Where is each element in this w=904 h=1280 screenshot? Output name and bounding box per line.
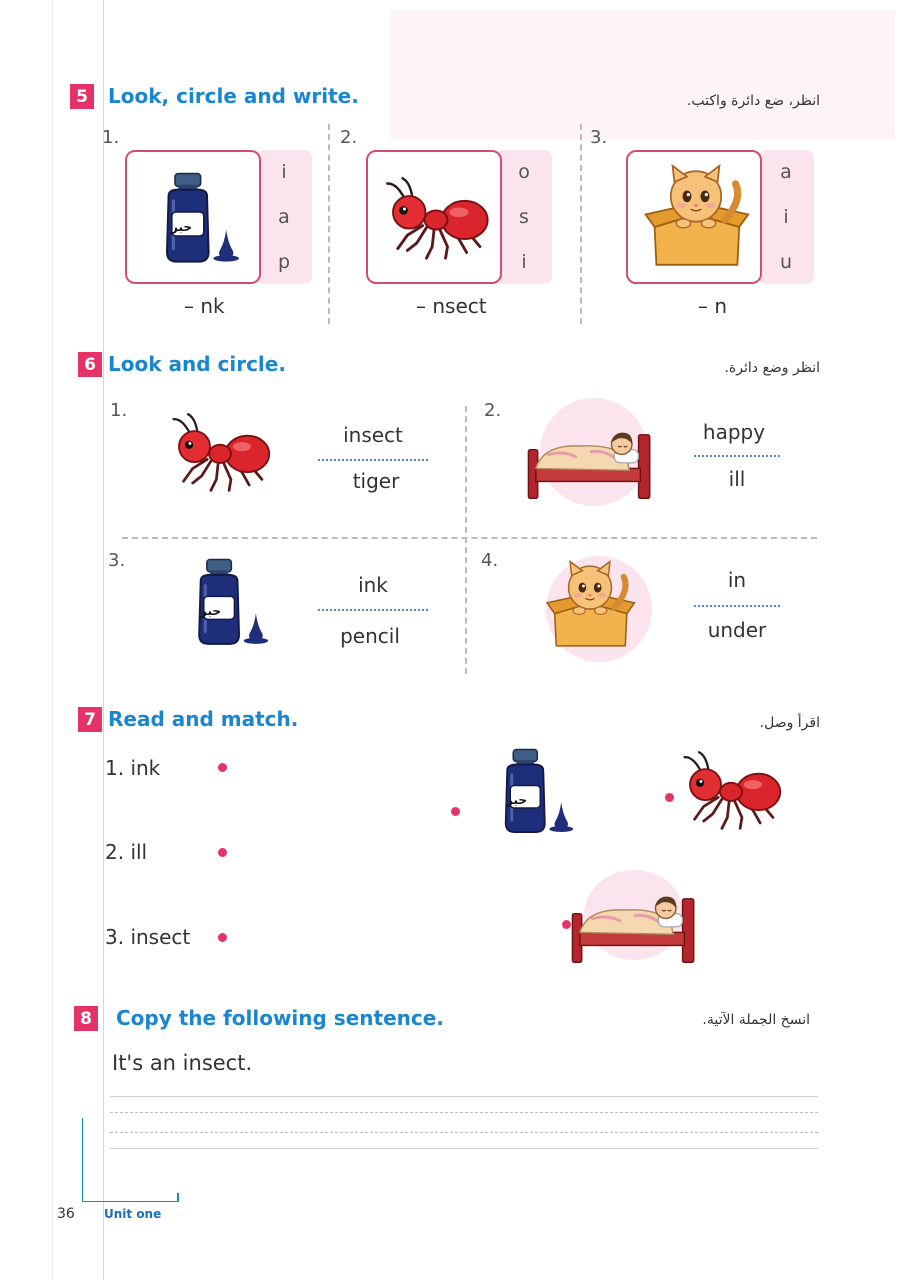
background-wash bbox=[390, 10, 895, 140]
word-choice-bottom[interactable]: tiger bbox=[352, 469, 400, 493]
letter-choice[interactable]: a bbox=[278, 205, 290, 228]
item-number: 3. bbox=[108, 550, 126, 571]
choice-divider bbox=[318, 609, 428, 611]
cat-in-box-picture bbox=[544, 560, 636, 652]
word-choice-bottom[interactable]: under bbox=[707, 618, 767, 642]
page-margin-line bbox=[103, 0, 104, 1280]
letter-choices bbox=[496, 150, 552, 284]
unit-label: Unit one bbox=[104, 1207, 162, 1221]
blank-word: – nsect bbox=[416, 294, 487, 318]
footer-bracket-tick bbox=[177, 1193, 179, 1202]
letter-choice[interactable]: i bbox=[281, 161, 287, 184]
match-dot[interactable] bbox=[218, 933, 227, 942]
section-5-arabic: انظر، ضع دائرة واكتب. bbox=[686, 93, 820, 109]
grid-divider-horizontal bbox=[122, 537, 817, 539]
model-sentence: It's an insect. bbox=[112, 1051, 253, 1075]
bottle-label: حبر bbox=[171, 220, 193, 234]
letter-choice[interactable]: a bbox=[780, 161, 792, 184]
ant-picture bbox=[676, 750, 786, 832]
picture-frame bbox=[125, 150, 261, 284]
footer-bracket bbox=[82, 1118, 178, 1202]
ink-bottle-picture bbox=[482, 748, 582, 838]
item-number: 1. bbox=[110, 400, 128, 421]
item-number: 3. bbox=[590, 127, 608, 148]
match-word: 1. ink bbox=[105, 756, 161, 780]
item-number: 1. bbox=[102, 127, 120, 148]
word-choice-bottom[interactable]: ill bbox=[728, 467, 746, 491]
page-margin-line-outer bbox=[52, 0, 53, 1280]
word-choice-bottom[interactable]: pencil bbox=[340, 624, 400, 648]
section-6-arabic: انظر وضع دائرة. bbox=[724, 360, 820, 376]
letter-choice[interactable]: o bbox=[518, 161, 530, 184]
writing-line[interactable] bbox=[110, 1148, 818, 1149]
section-8-badge: 8 bbox=[74, 1006, 98, 1031]
ant-picture bbox=[378, 176, 494, 262]
writing-line[interactable] bbox=[110, 1132, 818, 1133]
section-7-arabic: اقرأ وصل. bbox=[759, 715, 820, 731]
section-7-badge: 7 bbox=[78, 707, 102, 732]
letter-choices bbox=[758, 150, 814, 284]
match-dot[interactable] bbox=[218, 763, 227, 772]
letter-choice[interactable]: p bbox=[277, 250, 291, 273]
column-divider bbox=[580, 124, 582, 324]
section-6-badge: 6 bbox=[78, 352, 102, 377]
writing-line[interactable] bbox=[110, 1096, 818, 1097]
item-number: 2. bbox=[340, 127, 358, 148]
item-number: 2. bbox=[484, 400, 502, 421]
page-number: 36 bbox=[57, 1206, 75, 1222]
choice-divider bbox=[318, 459, 428, 461]
writing-line[interactable] bbox=[110, 1112, 818, 1113]
match-dot[interactable] bbox=[451, 807, 460, 816]
match-dot[interactable] bbox=[665, 793, 674, 802]
blank-word: – nk bbox=[184, 294, 225, 318]
section-8-arabic: انسخ الجملة الآتية. bbox=[702, 1012, 810, 1028]
item-number: 4. bbox=[481, 550, 499, 571]
blank-word: – n bbox=[698, 294, 728, 318]
ink-bottle-picture bbox=[145, 172, 245, 268]
grid-divider-vertical bbox=[465, 406, 467, 674]
match-dot[interactable] bbox=[218, 848, 227, 857]
word-choice-top[interactable]: ink bbox=[358, 573, 388, 597]
letter-choice[interactable]: i bbox=[783, 205, 789, 228]
picture-frame bbox=[366, 150, 502, 284]
match-word: 3. insect bbox=[105, 925, 191, 949]
word-choice-top[interactable]: in bbox=[727, 568, 747, 592]
section-7-title: Read and match. bbox=[108, 707, 299, 731]
column-divider bbox=[328, 124, 330, 324]
choice-divider bbox=[694, 605, 780, 607]
section-8-title: Copy the following sentence. bbox=[116, 1006, 444, 1030]
word-choice-top[interactable]: insect bbox=[343, 423, 403, 447]
word-choice-top[interactable]: happy bbox=[702, 420, 766, 444]
section-6-title: Look and circle. bbox=[108, 352, 286, 376]
boy-in-bed-picture bbox=[524, 418, 656, 502]
cat-in-box-picture bbox=[642, 164, 750, 272]
section-5-title: Look, circle and write. bbox=[108, 84, 359, 108]
letter-choice[interactable]: s bbox=[519, 205, 529, 228]
bottle-label: حبر bbox=[506, 793, 528, 807]
section-5-badge: 5 bbox=[70, 84, 94, 109]
picture-frame bbox=[626, 150, 762, 284]
letter-choices bbox=[256, 150, 312, 284]
letter-choice[interactable]: u bbox=[779, 250, 793, 273]
boy-in-bed-picture bbox=[568, 882, 700, 966]
letter-choice[interactable]: i bbox=[521, 250, 527, 273]
ant-picture bbox=[165, 412, 275, 494]
choice-divider bbox=[694, 455, 780, 457]
bottle-label: حبر bbox=[200, 604, 222, 618]
match-word: 2. ill bbox=[105, 840, 148, 864]
ink-bottle-picture bbox=[176, 558, 276, 650]
